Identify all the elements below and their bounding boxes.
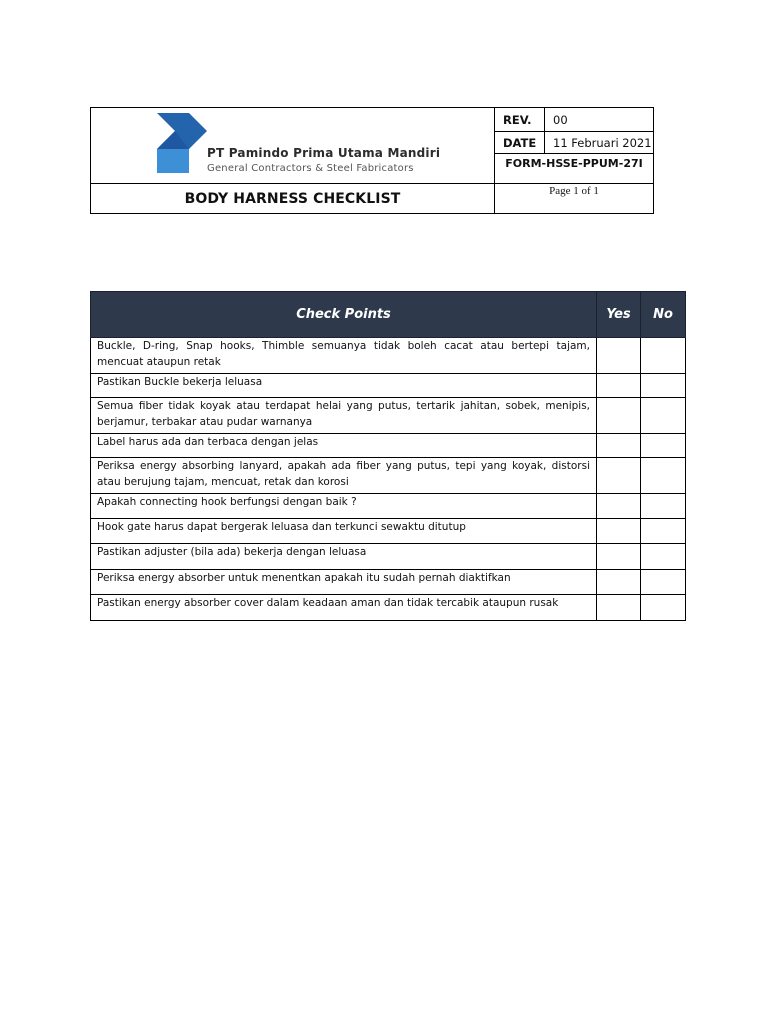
check-point-text: Semua fiber tidak koyak atau terdapat helai yang putus, tertarik jahitan, sobek, menipis, berjamur, terbakar atau pudar warnanya (91, 398, 597, 434)
yes-checkbox-cell[interactable] (597, 544, 641, 570)
no-checkbox-cell[interactable] (641, 519, 686, 544)
no-checkbox-cell[interactable] (641, 374, 686, 398)
table-row (91, 595, 686, 621)
check-point-text: Periksa energy absorbing lanyard, apakah ada fiber yang putus, tepi yang koyak, distorsi atau berujung tajam, mencuat, retak dan korosi (91, 458, 597, 494)
check-point-text: Apakah connecting hook berfungsi dengan baik ? (91, 494, 597, 519)
yes-checkbox-cell[interactable] (597, 458, 641, 494)
check-point-text: Periksa energy absorber untuk menentkan apakah itu sudah pernah diaktifkan (91, 570, 597, 595)
table-row (91, 494, 686, 519)
check-point-text: Label harus ada dan terbaca dengan jelas (91, 434, 597, 458)
table-row (91, 434, 686, 458)
checklist-table (90, 291, 686, 621)
table-row (91, 519, 686, 544)
company-name: PT Pamindo Prima Utama Mandiri (207, 146, 441, 160)
form-code: FORM-HSSE-PPUM-27I (495, 154, 653, 184)
no-checkbox-cell[interactable] (641, 458, 686, 494)
yes-checkbox-cell[interactable] (597, 519, 641, 544)
check-point-text: Pastikan energy absorber cover dalam keadaan aman dan tidak tercabik ataupun rusak (91, 595, 597, 621)
table-row (91, 374, 686, 398)
table-row (91, 458, 686, 494)
yes-checkbox-cell[interactable] (597, 570, 641, 595)
check-point-text: Buckle, D-ring, Snap hooks, Thimble semuanya tidak boleh cacat atau bertepi tajam, mencuat ataupun retak (91, 338, 597, 374)
document-title: BODY HARNESS CHECKLIST (91, 184, 495, 213)
check-point-text: Hook gate harus dapat bergerak leluasa dan terkunci sewaktu ditutup (91, 519, 597, 544)
document-header (90, 107, 654, 214)
no-checkbox-cell[interactable] (641, 398, 686, 434)
company-logo-icon (155, 111, 209, 173)
company-block (91, 108, 495, 184)
rev-label: REV. (495, 108, 545, 132)
no-checkbox-cell[interactable] (641, 570, 686, 595)
date-value: 11 Februari 2021 (545, 132, 653, 154)
document-meta (495, 108, 653, 213)
check-points-header: Check Points (91, 292, 597, 338)
check-point-text: Pastikan adjuster (bila ada) bekerja dengan leluasa (91, 544, 597, 570)
yes-checkbox-cell[interactable] (597, 338, 641, 374)
no-checkbox-cell[interactable] (641, 338, 686, 374)
yes-checkbox-cell[interactable] (597, 398, 641, 434)
yes-checkbox-cell[interactable] (597, 434, 641, 458)
no-checkbox-cell[interactable] (641, 434, 686, 458)
table-row (91, 570, 686, 595)
check-point-text: Pastikan Buckle bekerja leluasa (91, 374, 597, 398)
table-row (91, 544, 686, 570)
no-checkbox-cell[interactable] (641, 494, 686, 519)
no-checkbox-cell[interactable] (641, 595, 686, 621)
company-subtitle: General Contractors & Steel Fabricators (207, 163, 414, 174)
rev-value: 00 (545, 108, 653, 132)
yes-checkbox-cell[interactable] (597, 494, 641, 519)
yes-checkbox-cell[interactable] (597, 595, 641, 621)
yes-header: Yes (597, 292, 641, 338)
page-info: Page 1 of 1 (549, 185, 599, 197)
date-label: DATE (495, 132, 545, 154)
table-header-row (91, 292, 686, 338)
no-header: No (641, 292, 686, 338)
table-row (91, 338, 686, 374)
no-checkbox-cell[interactable] (641, 544, 686, 570)
yes-checkbox-cell[interactable] (597, 374, 641, 398)
table-row (91, 398, 686, 434)
